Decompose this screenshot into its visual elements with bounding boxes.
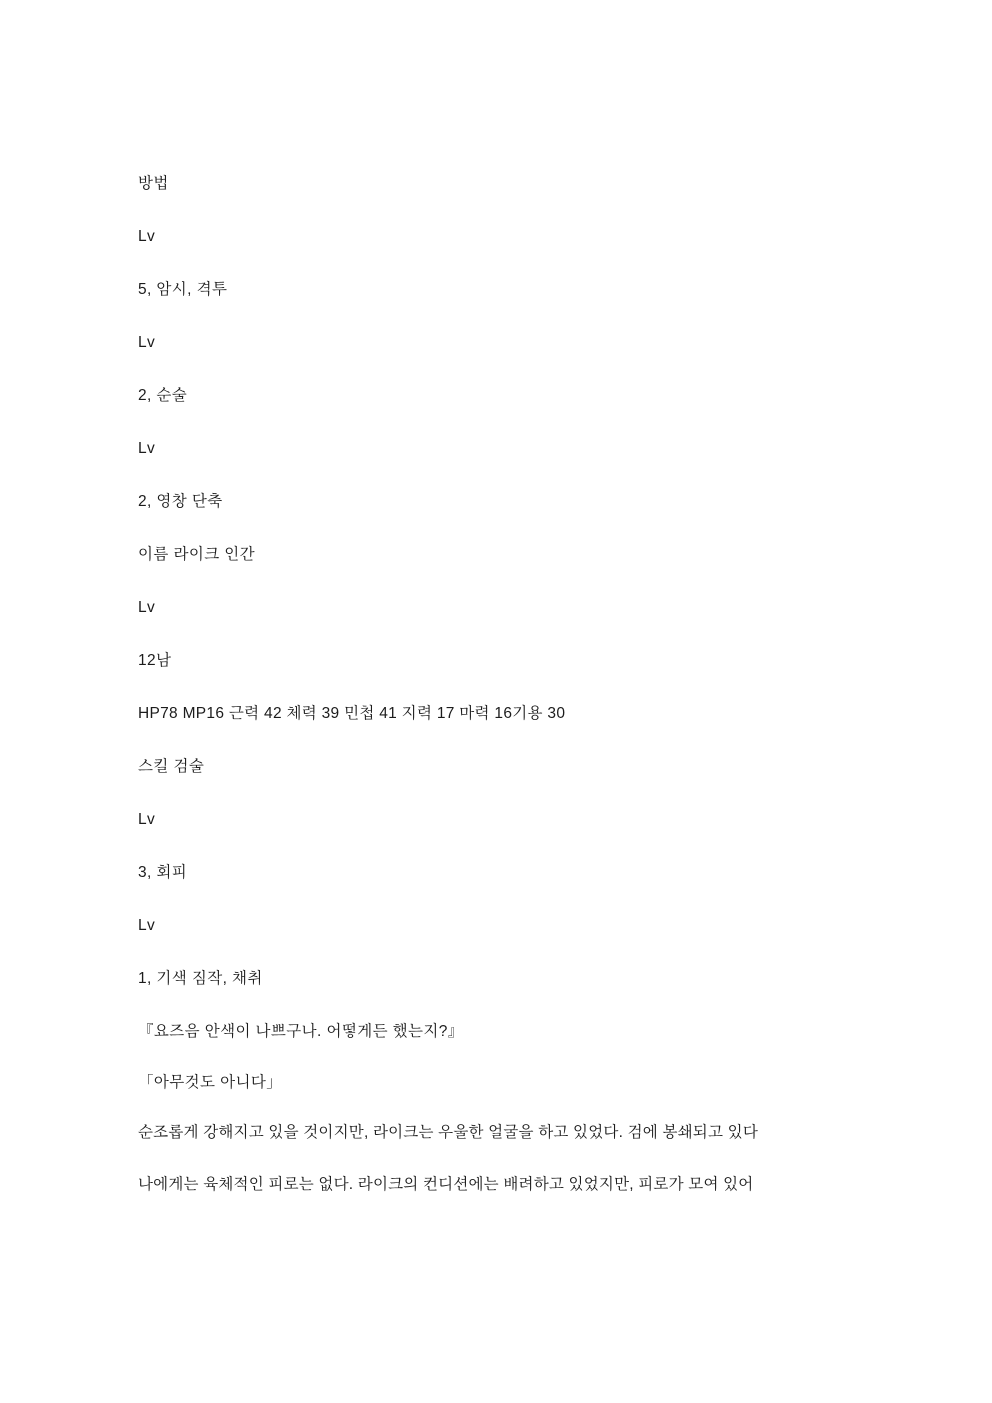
text-line: 2, 영창 단축	[138, 493, 223, 510]
text-line: 3, 회피	[138, 864, 188, 881]
text-line: Lv	[138, 811, 156, 828]
text-line: 이름 라이크 인간	[138, 546, 256, 563]
dialogue-line: 『요즈음 안색이 나쁘구나. 어떻게든 했는지?』	[138, 1023, 464, 1040]
text-line: Lv	[138, 334, 156, 351]
dialogue-line: 「아무것도 아니다」	[138, 1073, 283, 1091]
text-line: 1, 기색 짐작, 채취	[138, 970, 263, 987]
text-line: Lv	[138, 917, 156, 934]
text-line: Lv	[138, 440, 156, 457]
paragraph-line: 나에게는 육체적인 피로는 없다. 라이크의 컨디션에는 배려하고 있었지만, 피로가 모여 있어	[138, 1175, 754, 1193]
text-line: 스킬 검술	[138, 758, 205, 775]
document-body	[138, 176, 868, 1192]
text-line: Lv	[138, 599, 156, 616]
text-line: 12남	[138, 652, 172, 669]
paragraph-line: 순조롭게 강해지고 있을 것이지만, 라이크는 우울한 얼굴을 하고 있었다. 검에 봉쇄되고 있다	[138, 1124, 758, 1141]
text-line: 2, 순술	[138, 387, 188, 404]
stats-line: HP78 MP16 근력 42 체력 39 민첩 41 지력 17 마력 16기용 30	[138, 705, 566, 722]
text-line: 방법	[138, 175, 169, 192]
text-line: 5, 암시, 격투	[138, 281, 228, 298]
text-line: Lv	[138, 228, 156, 245]
